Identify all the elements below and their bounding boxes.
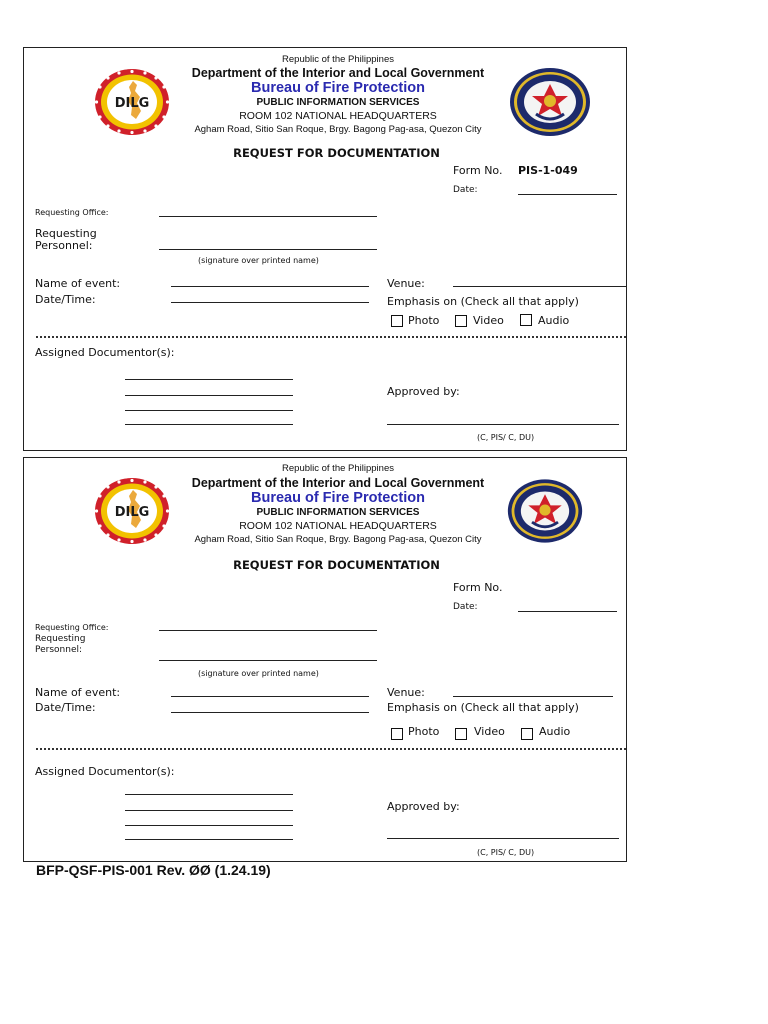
- republic-text: Republic of the Philippines: [282, 54, 394, 65]
- audio-label: Audio: [538, 314, 570, 327]
- venue-field[interactable]: [453, 286, 626, 287]
- date-label: Date:: [453, 602, 478, 612]
- date-field[interactable]: [518, 611, 617, 612]
- documentor-field-2[interactable]: [125, 395, 293, 396]
- dilg-logo-text: DILG: [114, 505, 150, 520]
- photo-label: Photo: [408, 314, 440, 327]
- request-form-2: [23, 457, 627, 862]
- audio-label: Audio: [539, 725, 571, 738]
- emphasis-label: Emphasis on (Check all that apply): [387, 701, 579, 714]
- room-text: ROOM 102 NATIONAL HEADQUARTERS: [239, 110, 437, 122]
- requesting-personnel-field[interactable]: [159, 249, 377, 250]
- department-name: Department of the Interior and Local Government: [191, 66, 485, 80]
- form-no-label: Form No.: [453, 581, 503, 594]
- emphasis-label: Emphasis on (Check all that apply): [387, 295, 579, 308]
- requesting-personnel-label-2: Personnel:: [35, 239, 93, 252]
- address-text: Agham Road, Sitio San Roque, Brgy. Bagong Pag-asa, Quezon City: [194, 124, 482, 135]
- request-form-1: [23, 47, 627, 451]
- documentor-field-3[interactable]: [125, 410, 293, 411]
- requesting-personnel-label: Requesting: [35, 634, 86, 644]
- video-label: Video: [474, 725, 505, 738]
- photo-checkbox[interactable]: [391, 315, 403, 327]
- date-time-field[interactable]: [171, 712, 369, 713]
- venue-label: Venue:: [387, 686, 425, 699]
- name-of-event-label: Name of event:: [35, 277, 121, 290]
- office-name: PUBLIC INFORMATION SERVICES: [256, 97, 420, 108]
- approved-by-field[interactable]: [387, 424, 619, 425]
- assigned-documentor-label: Assigned Documentor(s):: [35, 346, 175, 359]
- date-time-field[interactable]: [171, 302, 369, 303]
- requesting-office-field[interactable]: [159, 630, 377, 631]
- name-of-event-label: Name of event:: [35, 686, 121, 699]
- dilg-logo-text: DILG: [114, 96, 150, 111]
- form-title: REQUEST FOR DOCUMENTATION: [233, 146, 440, 160]
- date-label: Date:: [453, 185, 478, 195]
- assigned-documentor-label: Assigned Documentor(s):: [35, 765, 175, 778]
- documentor-field-4[interactable]: [125, 424, 293, 425]
- form-no-label: Form No.: [453, 164, 503, 177]
- bureau-name: Bureau of Fire Protection: [250, 490, 426, 506]
- documentor-field-4[interactable]: [125, 839, 293, 840]
- cut-line-divider: [36, 336, 626, 338]
- signature-note: (signature over printed name): [198, 669, 319, 678]
- date-time-label: Date/Time:: [35, 701, 96, 714]
- video-label: Video: [473, 314, 504, 327]
- documentor-field-1[interactable]: [125, 794, 293, 795]
- requesting-personnel-label-2: Personnel:: [35, 645, 83, 655]
- approver-note: (C, PIS/ C, DU): [477, 433, 535, 442]
- requesting-office-field[interactable]: [159, 216, 377, 217]
- date-time-label: Date/Time:: [35, 293, 96, 306]
- department-name: Department of the Interior and Local Government: [191, 476, 485, 490]
- cut-line-divider: [36, 748, 626, 750]
- documentor-field-3[interactable]: [125, 825, 293, 826]
- audio-checkbox[interactable]: [520, 314, 532, 326]
- venue-field[interactable]: [453, 696, 613, 697]
- room-text: ROOM 102 NATIONAL HEADQUARTERS: [239, 520, 437, 532]
- form-no-value: PIS-1-049: [518, 164, 578, 177]
- photo-label: Photo: [408, 725, 440, 738]
- approved-by-field[interactable]: [387, 838, 619, 839]
- video-checkbox[interactable]: [455, 315, 467, 327]
- name-of-event-field[interactable]: [171, 286, 369, 287]
- requesting-personnel-field[interactable]: [159, 660, 377, 661]
- requesting-personnel-label: Requesting: [35, 227, 97, 240]
- documentor-field-2[interactable]: [125, 810, 293, 811]
- republic-text: Republic of the Philippines: [282, 463, 394, 474]
- signature-note: (signature over printed name): [198, 256, 319, 265]
- form-code: BFP-QSF-PIS-001 Rev. ØØ (1.24.19): [36, 862, 271, 878]
- venue-label: Venue:: [387, 277, 425, 290]
- address-text: Agham Road, Sitio San Roque, Brgy. Bagong Pag-asa, Quezon City: [194, 534, 482, 545]
- name-of-event-field[interactable]: [171, 696, 369, 697]
- form-title: REQUEST FOR DOCUMENTATION: [233, 558, 440, 572]
- documentor-field-1[interactable]: [125, 379, 293, 380]
- bureau-name: Bureau of Fire Protection: [250, 80, 426, 96]
- approved-by-label: Approved by:: [387, 385, 460, 398]
- approver-note: (C, PIS/ C, DU): [477, 848, 535, 857]
- audio-checkbox[interactable]: [521, 728, 533, 740]
- requesting-office-label: Requesting Office:: [35, 623, 109, 632]
- video-checkbox[interactable]: [455, 728, 467, 740]
- date-field[interactable]: [518, 194, 617, 195]
- office-name: PUBLIC INFORMATION SERVICES: [256, 507, 420, 518]
- requesting-office-label: Requesting Office:: [35, 208, 109, 217]
- photo-checkbox[interactable]: [391, 728, 403, 740]
- approved-by-label: Approved by:: [387, 800, 460, 813]
